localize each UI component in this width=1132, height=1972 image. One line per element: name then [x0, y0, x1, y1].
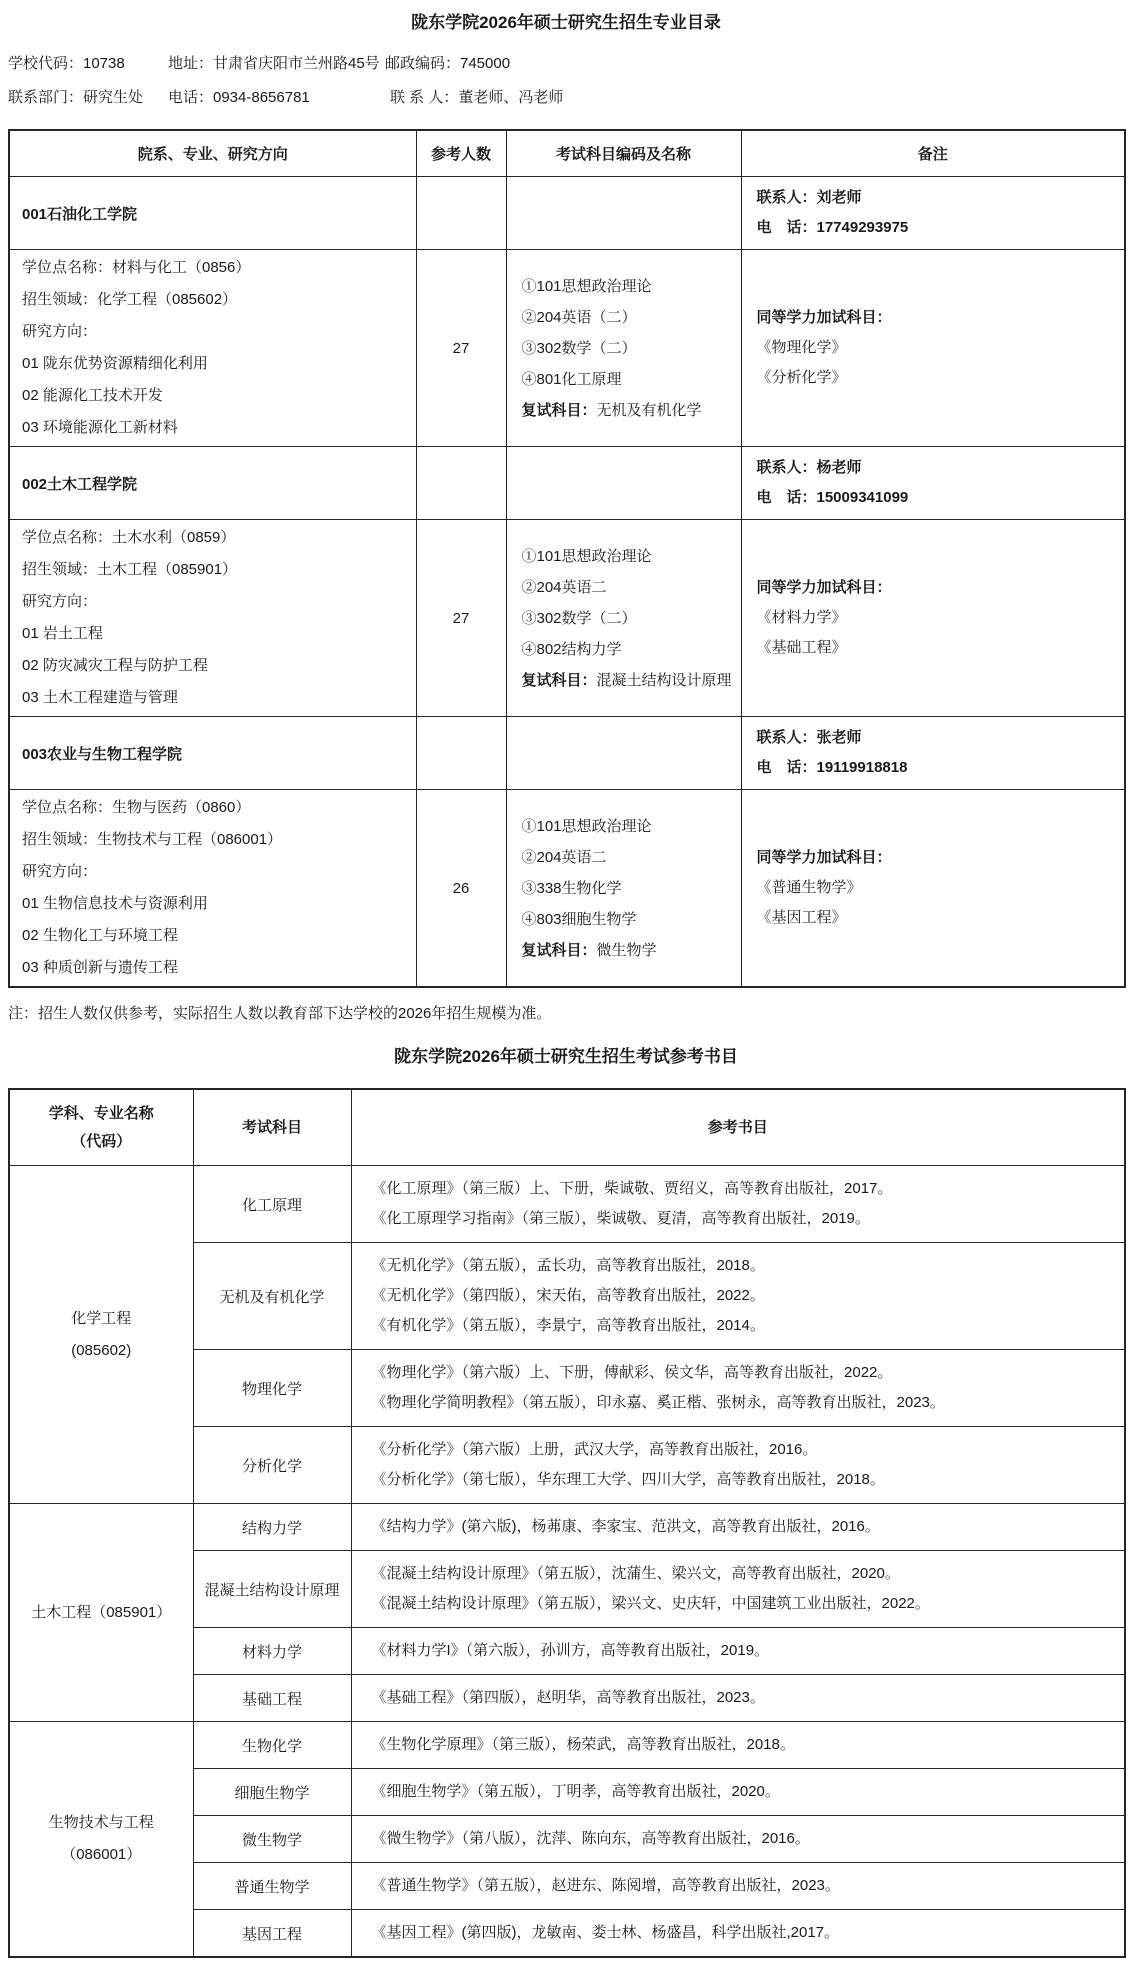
book-line: 《材料力学I》（第六版），孙训方，高等教育出版社，2019。: [371, 1642, 770, 1659]
college-row: [9, 717, 1125, 790]
book-line: 《物理化学》（第六版）上、下册，傅献彩、侯文华，高等教育出版社，2022。: [371, 1364, 893, 1381]
major-line: 化学工程: [71, 1309, 132, 1327]
subject-cell: 基础工程: [193, 1675, 351, 1722]
header-reference-books: 参考书目: [351, 1089, 1125, 1166]
book-line: 《物理化学简明教程》（第五版），印永嘉、奚正楷、张树永，高等教育出版社，2023。: [371, 1394, 945, 1411]
equivalency-remark-cell: [741, 790, 1125, 988]
book-line: 《混凝土结构设计原理》（第五版），梁兴文、史庆轩，中国建筑工业出版社，2022。: [371, 1595, 930, 1612]
retest-label: 复试科目：: [521, 401, 597, 419]
book-row: [9, 1166, 1125, 1243]
college-name-cell: 002土木工程学院: [9, 447, 416, 520]
major-cell: [9, 1166, 193, 1504]
subject-cell: 微生物学: [193, 1816, 351, 1863]
major-cell: [9, 1504, 193, 1722]
subject-cell: 普通生物学: [193, 1863, 351, 1910]
subject-cell: 分析化学: [193, 1427, 351, 1504]
book-line: 《结构力学》(第六版)，杨茀康、李家宝、范洪文，高等教育出版社，2016。: [371, 1518, 880, 1535]
book-line: 《化工原理》（第三版）上、下册，柴诚敬、贾绍义，高等教育出版社，2017。: [371, 1180, 893, 1197]
book-row: [9, 1504, 1125, 1551]
exam-subjects-cell: [506, 790, 741, 988]
retest-line: [522, 665, 735, 696]
college-empty-subjects-cell: [506, 447, 741, 520]
program-line: 02 防灾减灾工程与防护工程: [22, 657, 208, 674]
college-empty-count-cell: [416, 447, 506, 520]
header-major-name-line2: （代码）: [71, 1132, 132, 1150]
college-name-cell: 003农业与生物工程学院: [9, 717, 416, 790]
book-line: 《混凝土结构设计原理》（第五版），沈蒲生、梁兴文，高等教育出版社，2020。: [371, 1565, 900, 1582]
school-info-block: [8, 48, 1124, 118]
equivalency-title: 同等学力加试科目：: [756, 849, 892, 866]
college-contact-phone: 电 话：19119918818: [756, 759, 908, 776]
books-cell: [351, 1350, 1125, 1427]
books-cell: [351, 1769, 1125, 1816]
catalog-table: [8, 129, 1126, 988]
retest-subject: 无机及有机化学: [596, 401, 702, 419]
books-cell: [351, 1504, 1125, 1551]
exam-subject-line: ①101思想政治理论: [521, 547, 652, 565]
college-empty-subjects-cell: [506, 717, 741, 790]
books-cell: [351, 1427, 1125, 1504]
subject-cell: 化工原理: [193, 1166, 351, 1243]
exam-subject-line: ④802结构力学: [521, 640, 622, 658]
college-contact-cell: [741, 717, 1125, 790]
program-line: 研究方向：: [22, 863, 98, 880]
exam-subject-line: ②204英语二: [521, 848, 607, 866]
book-row: [9, 1722, 1125, 1769]
program-line: 研究方向：: [22, 323, 98, 340]
book-line: 《细胞生物学》（第五版），丁明孝，高等教育出版社，2020。: [371, 1783, 780, 1800]
program-line: 学位点名称：材料与化工（0856）: [22, 259, 251, 276]
book-line: 《化工原理学习指南》（第三版），柴诚敬、夏清，高等教育出版社，2019。: [371, 1210, 870, 1227]
retest-label: 复试科目：: [521, 941, 597, 959]
subject-cell: 基因工程: [193, 1910, 351, 1958]
equivalency-subject: 《普通生物学》: [756, 879, 862, 896]
college-contact-phone: 电 话：17749293975: [756, 219, 909, 236]
book-line: 《分析化学》（第七版），华东理工大学、四川大学，高等教育出版社，2018。: [371, 1471, 885, 1488]
program-cell: [9, 520, 416, 717]
equivalency-subject: 《基础工程》: [756, 639, 847, 656]
exam-subjects-cell: [506, 520, 741, 717]
header-major-name: [9, 1089, 193, 1166]
header-major-name-line1: 学科、专业名称: [48, 1104, 154, 1122]
book-line: 《基础工程》（第四版），赵明华，高等教育出版社，2023。: [371, 1689, 765, 1706]
contact-person: 联 系 人：董老师、冯老师: [390, 89, 564, 106]
subject-cell: 结构力学: [193, 1504, 351, 1551]
major-line: （086001）: [61, 1846, 142, 1863]
program-line: 01 陇东优势资源精细化利用: [22, 355, 208, 372]
header-exam-subjects: 考试科目编码及名称: [506, 130, 741, 177]
books-cell: [351, 1628, 1125, 1675]
college-empty-count-cell: [416, 717, 506, 790]
subject-cell: 细胞生物学: [193, 1769, 351, 1816]
exam-subject-line: ④801化工原理: [521, 370, 622, 388]
major-line: 土木工程（085901）: [31, 1603, 172, 1621]
subject-cell: 混凝土结构设计原理: [193, 1551, 351, 1628]
program-line: 学位点名称：土木水利（0859）: [22, 529, 236, 546]
books-cell: [351, 1166, 1125, 1243]
retest-subject: 微生物学: [596, 941, 657, 959]
reference-count-cell: 26: [416, 790, 506, 988]
program-line: 01 生物信息技术与资源利用: [22, 895, 208, 912]
program-line: 02 能源化工技术开发: [22, 387, 163, 404]
exam-subject-line: ③338生物化学: [521, 879, 622, 897]
exam-subject-line: ①101思想政治理论: [521, 817, 652, 835]
major-line: (085602): [71, 1341, 132, 1359]
book-line: 《普通生物学》（第五版），赵进东、陈阅增，高等教育出版社，2023。: [371, 1877, 840, 1894]
equivalency-remark-cell: [741, 520, 1125, 717]
catalog-table-header-row: [9, 130, 1125, 177]
exam-subject-line: ①101思想政治理论: [521, 277, 652, 295]
contact-department: 联系部门：研究生处: [8, 89, 144, 106]
college-contact-cell: [741, 177, 1125, 250]
school-code: 学校代码：10738: [8, 55, 125, 72]
catalog-title: 陇东学院2026年硕士研究生招生专业目录: [411, 13, 721, 32]
books-cell: [351, 1910, 1125, 1958]
college-name-cell: 001石油化工学院: [9, 177, 416, 250]
subject-cell: 材料力学: [193, 1628, 351, 1675]
reference-count-cell: 27: [416, 250, 506, 447]
header-department-major: 院系、专业、研究方向: [9, 130, 416, 177]
reference-books-table: [8, 1088, 1126, 1958]
major-cell: [9, 1722, 193, 1958]
program-line: 学位点名称：生物与医药（0860）: [22, 799, 251, 816]
program-detail-row: [9, 250, 1125, 447]
college-empty-count-cell: [416, 177, 506, 250]
retest-line: [522, 395, 735, 426]
books-cell: [351, 1551, 1125, 1628]
college-row: [9, 447, 1125, 520]
equivalency-remark-cell: [741, 250, 1125, 447]
program-detail-row: [9, 790, 1125, 988]
books-cell: [351, 1722, 1125, 1769]
book-line: 《无机化学》（第四版），宋天佑，高等教育出版社，2022。: [371, 1287, 765, 1304]
book-line: 《微生物学》（第八版），沈萍、陈向东，高等教育出版社，2016。: [371, 1830, 810, 1847]
program-line: 02 生物化工与环境工程: [22, 927, 178, 944]
program-line: 研究方向：: [22, 593, 98, 610]
equivalency-subject: 《基因工程》: [756, 909, 847, 926]
book-line: 《无机化学》（第五版），孟长功，高等教育出版社，2018。: [371, 1257, 765, 1274]
exam-subject-line: ②204英语二: [521, 578, 607, 596]
retest-subject: 混凝土结构设计原理: [596, 671, 732, 689]
book-line: 《基因工程》(第四版)，龙敏南、娄士林、杨盛昌，科学出版社,2017。: [371, 1924, 840, 1941]
retest-label: 复试科目：: [521, 671, 597, 689]
contact-phone: 电话：0934-8656781: [168, 89, 310, 106]
program-line: 招生领域：化学工程（085602）: [22, 291, 238, 308]
book-line: 《分析化学》（第六版）上册，武汉大学，高等教育出版社，2016。: [371, 1441, 818, 1458]
exam-subject-line: ④803细胞生物学: [521, 910, 637, 928]
college-contact-cell: [741, 447, 1125, 520]
equivalency-title: 同等学力加试科目：: [756, 309, 892, 326]
books-table-body: [9, 1166, 1125, 1958]
book-line: 《生物化学原理》（第三版），杨荣武，高等教育出版社，2018。: [371, 1736, 795, 1753]
books-cell: [351, 1243, 1125, 1350]
subject-cell: 物理化学: [193, 1350, 351, 1427]
equivalency-subject: 《材料力学》: [756, 609, 847, 626]
header-reference-count: 参考人数: [416, 130, 506, 177]
booklist-title: 陇东学院2026年硕士研究生招生考试参考书目: [394, 1047, 738, 1066]
books-cell: [351, 1816, 1125, 1863]
reference-count-cell: 27: [416, 520, 506, 717]
school-postcode: 邮政编码：745000: [385, 55, 511, 72]
books-cell: [351, 1863, 1125, 1910]
catalog-table-body: [9, 177, 1125, 988]
major-line: 生物技术与工程: [48, 1814, 154, 1831]
equivalency-title: 同等学力加试科目：: [756, 579, 892, 596]
program-line: 03 土木工程建造与管理: [22, 689, 178, 706]
exam-subject-line: ②204英语（二）: [521, 308, 637, 326]
college-row: [9, 177, 1125, 250]
exam-subjects-cell: [506, 250, 741, 447]
program-line: 招生领域：土木工程（085901）: [22, 561, 238, 578]
header-exam-subject: 考试科目: [193, 1089, 351, 1166]
book-line: 《有机化学》（第五版），李景宁，高等教育出版社，2014。: [371, 1317, 765, 1334]
retest-line: [522, 935, 735, 966]
books-table-header-row: [9, 1089, 1125, 1166]
program-line: 03 种质创新与遗传工程: [22, 959, 178, 976]
program-cell: [9, 790, 416, 988]
header-remarks: 备注: [741, 130, 1125, 177]
subject-cell: 生物化学: [193, 1722, 351, 1769]
college-contact-person: 联系人：杨老师: [756, 459, 862, 476]
program-line: 03 环境能源化工新材料: [22, 419, 178, 436]
exam-subject-line: ③302数学（二）: [521, 609, 637, 627]
program-detail-row: [9, 520, 1125, 717]
program-line: 01 岩土工程: [22, 625, 103, 642]
books-cell: [351, 1675, 1125, 1722]
enrollment-note: 注：招生人数仅供参考，实际招生人数以教育部下达学校的2026年招生规模为准。: [8, 1005, 552, 1022]
college-contact-phone: 电 话：15009341099: [756, 489, 909, 506]
equivalency-subject: 《分析化学》: [756, 369, 847, 386]
subject-cell: 无机及有机化学: [193, 1243, 351, 1350]
equivalency-subject: 《物理化学》: [756, 339, 847, 356]
program-cell: [9, 250, 416, 447]
exam-subject-line: ③302数学（二）: [521, 339, 637, 357]
program-line: 招生领域：生物技术与工程（086001）: [22, 831, 283, 848]
school-address: 地址：甘肃省庆阳市兰州路45号: [168, 55, 380, 72]
college-contact-person: 联系人：张老师: [756, 729, 862, 746]
college-empty-subjects-cell: [506, 177, 741, 250]
college-contact-person: 联系人：刘老师: [756, 189, 862, 206]
